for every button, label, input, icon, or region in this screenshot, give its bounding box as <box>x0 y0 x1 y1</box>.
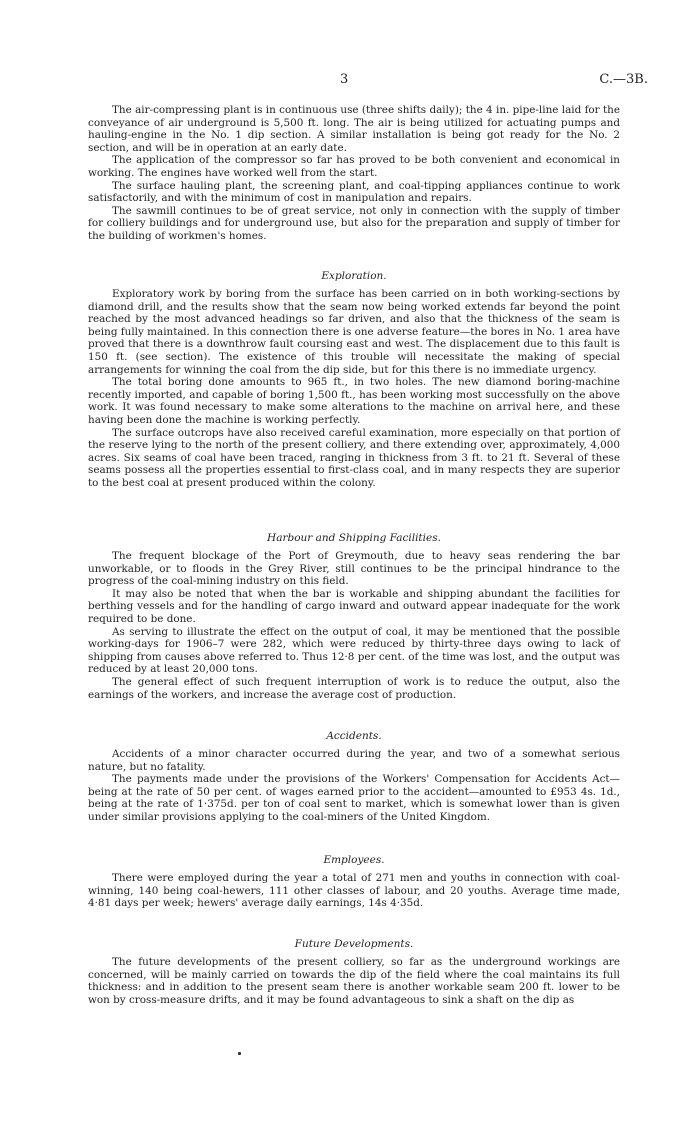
page-header <box>0 72 700 92</box>
section-harbour <box>88 550 620 701</box>
paragraph: Accidents of a minor character occurred during the year, and two of a somewhat serious nature, but no fatality. <box>88 748 620 773</box>
section-heading-harbour: Harbour and Shipping Facilities. <box>267 532 441 544</box>
section-future <box>88 956 620 1006</box>
section-heading-accidents: Accidents. <box>326 730 382 742</box>
print-speck <box>238 1052 241 1055</box>
paragraph: Exploratory work by boring from the surface has been carried on in both working-sections by diamond drill, and the results show that the seam now being worked extends far beyond the point reached by the most advanced headings so far driven, and also that the thickness of the seam is being fully maintained. In this connection there is one adverse feature—the bores in No. 1 area have proved that there is a downthrow fault coursing east and west. The displacement due to this fault is 150 ft. (see section). The existence of this trouble will necessitate the making of special arrangements for winning the coal from the dip side, but for this there is no immediate urgency. <box>88 288 620 376</box>
paragraph: It may also be noted that when the bar is workable and shipping abundant the facilities for berthing vessels and for the handling of cargo inward and outward appear inadequate for the work required to be done. <box>88 587 620 625</box>
paragraph: The frequent blockage of the Port of Greymouth, due to heavy seas rendering the bar unworkable, or to floods in the Grey River, still continues to be the principal hindrance to the progress of the coal-mining industry on this field. <box>88 550 620 588</box>
section-accidents <box>88 748 620 824</box>
paragraph: The total boring done amounts to 965 ft., in two holes. The new diamond boring-machine recently imported, and capable of boring 1,500 ft., has been working most successfully on the above work. It was found necessary to make some alterations to the machine on arrival here, and these having been done the machine is working perfectly. <box>88 376 620 426</box>
paragraph: The sawmill continues to be of great service, not only in connection with the supply of timber for colliery buildings and for underground use, but also for the preparation and supply of timber for the building of workmen's homes. <box>88 204 620 242</box>
paragraph: The general effect of such frequent interruption of work is to reduce the output, also the earnings of the workers, and increase the average cost of production. <box>88 675 620 701</box>
section-heading-exploration: Exploration. <box>321 270 387 282</box>
section-heading-employees: Employees. <box>323 854 385 866</box>
paragraph: There were employed during the year a total of 271 men and youths in connection with coal-winning, 140 being coal-hewers, 111 other classes of labour, and 20 youths. Average time made, 4·81 days per week; hewers' average daily earnings, 14s 4·35d. <box>88 872 620 910</box>
page-number: 3 <box>340 72 349 87</box>
section-plant <box>88 104 620 243</box>
paragraph: The air-compressing plant is in continuous use (three shifts daily); the 4 in. pipe-line laid for the conveyance of air underground is 5,500 ft. long. The air is being utilized for actuating pumps and hauling-engine in the No. 1 dip section. A similar installation is being got ready for the No. 2 section, and will be in operation at an early date. <box>88 104 620 154</box>
section-heading-future: Future Developments. <box>294 938 414 950</box>
paragraph: The surface outcrops have also received careful examination, more especially on that portion of the reserve lying to the north of the present colliery, and there extending over, approximately, 4,000 acres. Six seams of coal have been traced, ranging in thickness from 3 ft. to 21 ft. Several of these seams possess all the properties essential to first-class coal, and in many respects they are superior to the best coal at present produced within the colony. <box>88 426 620 489</box>
paragraph: As serving to illustrate the effect on the output of coal, it may be mentioned that the possible working-days for 1906–7 were 282, which were reduced by thirty-three days owing to lack of shipping from causes above referred to. Thus 12·8 per cent. of the time was lost, and the output was reduced by at least 20,000 tons. <box>88 625 620 676</box>
paragraph: The future developments of the present colliery, so far as the underground workings are concerned, will be mainly carried on towards the dip of the field where the coal maintains its full thickness: and in addition to the present seam there is another workable seam 200 ft. lower to be won by cross-measure drifts, and it may be found advantageous to sink a shaft on the dip as <box>88 956 620 1006</box>
document-code: C.—3B. <box>599 72 648 87</box>
section-exploration <box>88 288 620 490</box>
paragraph: The surface hauling plant, the screening plant, and coal-tipping appliances continue to work satisfactorily, and with the minimum of cost in manipulation and repairs. <box>88 179 620 205</box>
section-employees <box>88 872 620 910</box>
paragraph: The payments made under the provisions of the Workers' Compensation for Accidents Act—being at the rate of 50 per cent. of wages earned prior to the accident—amounted to £953 4s. 1d., being at the rate of 1·375d. per ton of coal sent to market, which is somewhat lower than is given under similar provisions applying to the coal-miners of the United Kingdom. <box>88 773 620 823</box>
paragraph: The application of the compressor so far has proved to be both convenient and economical in working. The engines have worked well from the start. <box>88 154 620 179</box>
